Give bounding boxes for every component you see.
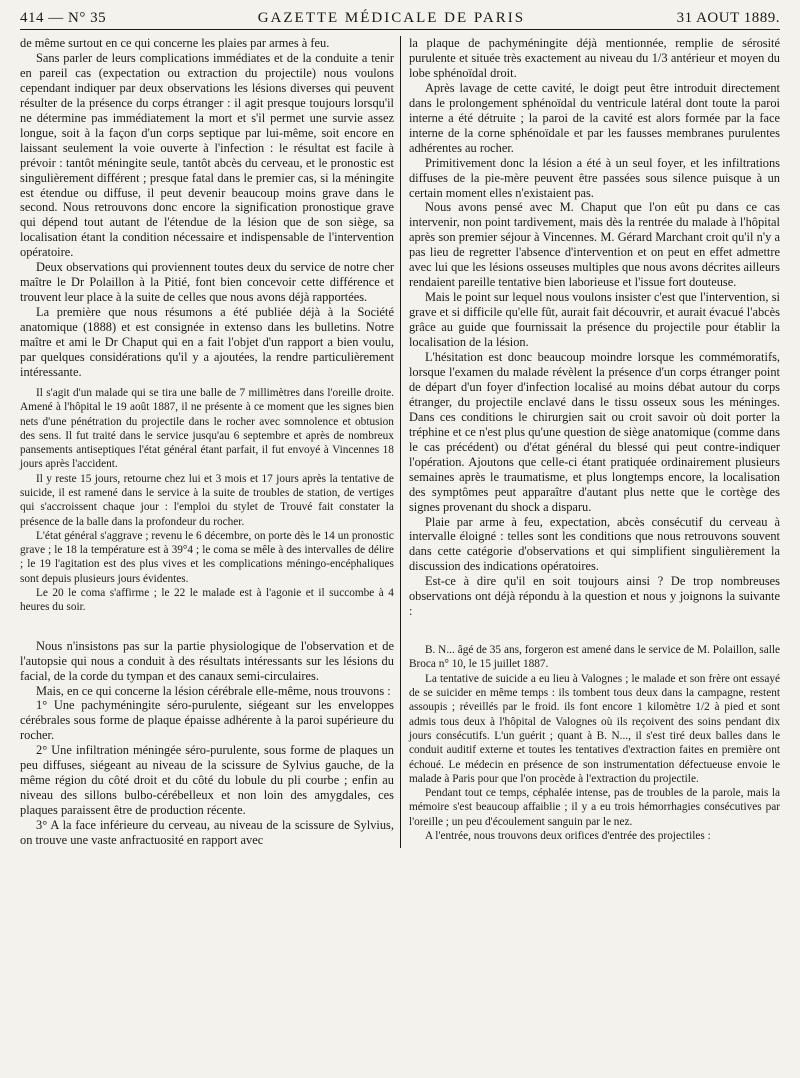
paragraph: Nous n'insistons pas sur la partie physiologique de l'observation et de l'autopsie qui nous a conduit à des résultats intéressants sur les lésions du facial, de la corde du tympan et des canaux semi-circulaires. [20, 638, 394, 683]
page-number: 414 — N° 35 [20, 10, 107, 26]
paragraph: Mais, en ce qui concerne la lésion cérébrale elle-même, nous trouvons : [36, 683, 391, 698]
left-column [20, 36, 400, 848]
paragraph: Mais le point sur lequel nous voulons insister c'est que l'intervention, si grave et si difficile qu'elle fût, aurait fait découvrir, et aurait évacué l'abcès grâce au guide que fournissait la présence du projectile pour établir la localisation de la lésion. [408, 290, 780, 350]
paragraph: de même surtout en ce qui concerne les plaies par armes à feu. [20, 36, 330, 50]
text-columns [20, 36, 780, 848]
journal-title: GAZETTE MÉDICALE DE PARIS [257, 10, 526, 26]
issue-date: 31 AOUT 1889. [676, 10, 780, 26]
paragraph: 1° Une pachyméningite séro-purulente, siégeant sur les enveloppes cérébrales sous forme de plaque épaisse adhérente à la paroi supérieure du rocher. [20, 698, 394, 743]
page-header [20, 10, 780, 30]
paragraph: Il s'agit d'un malade qui se tira une balle de 7 millimètres dans l'oreille droite. Amené à l'hôpital le 19 août 1887, il ne présente à ce moment que les signes bien nets d'une pénétration du projectile dans le rocher avec somnolence et obtusion des sens. Il fut traité dans le service jusqu'au 6 septembre et après de nombreux pansements antiseptiques l'état général étant parfait, il fut envoyé à Vincennes 18 jours après l'accident. [20, 386, 394, 471]
paragraph: Est-ce à dire qu'il en soit toujours ainsi ? De trop nombreuses observations ont déjà répondu à la question et nous y joignons la suivante : [408, 574, 780, 619]
paragraph: Primitivement donc la lésion a été à un seul foyer, et les infiltrations diffuses de la pie-mère peuvent être passées sous silence puisque à un certain moment elles n'existaient pas. [408, 155, 780, 200]
paragraph: 2° Une infiltration méningée séro-purulente, sous forme de plaques un peu diffuses, siégeant au niveau de la scissure de Sylvius gauche, de la même région du côté droit et du côté du lobule du pli courbe ; enfin au niveau des sillons bulbo-cérébelleux et non loin des amygdales, ces plaques paraissent être de production récente. [20, 743, 394, 818]
paragraph: B. N... âgé de 35 ans, forgeron est amené dans le service de M. Polaillon, salle Broca n° 10, le 15 juillet 1887. [408, 644, 780, 671]
paragraph: La tentative de suicide a eu lieu à Valognes ; le malade et son frère ont essayé de se suicider en même temps : ils tombent tous deux dans la campagne, restent assoupis ; réveillés par le froid. ils font encore 1 kilomètre 1/2 à pied et sont admis tous deux à l'hôpital de Valognes où ils reçoivent des soins pendant dix jours consécutifs. L'un guérit ; quant à B. N..., il s'est tiré deux balles dans le conduit auditif externe et toutes les tentatives d'extraction faites en première ont échoué. Le médecin en présence de son instrumentation défectueuse envoie le malade à Paris pour que l'on procède à l'extraction du projectile. [408, 672, 780, 785]
paragraph: Le 20 le coma s'affirme ; le 22 le malade est à l'agonie et il succombe à 4 heures du soir. [20, 587, 394, 614]
paragraph: 3° A la face inférieure du cerveau, au niveau de la scissure de Sylvius, on trouve une vaste anfractuosité en rapport avec [20, 818, 394, 848]
paragraph: Nous avons pensé avec M. Chaput que l'on eût pu dans ce cas intervenir, non point tardivement, mais dès la rentrée du malade à l'hôpital après son premier séjour à Vincennes. M. Gérard Marchant croit qu'il n'y a pas lieu de regretter l'absence d'intervention et on peut en effet admettre avec lui que les lésions osseuses multiples que nous avons décrites ailleurs rendaient pareille tentative bien laborieuse et l'issue fort douteuse. [408, 200, 780, 290]
paragraph: L'hésitation est donc beaucoup moindre lorsque les commémoratifs, lorsque l'examen du malade révèlent la présence d'un corps étranger point de départ d'un foyer d'infection localisé au moins débat autour du corps étranger, du projectile enclavé dans le tissu osseux sous les méninges. Dans ces conditions le chirurgien sait ou croit savoir où doit porter la tréphine et ce n'est plus qu'une question de siège anatomique (comme dans le cas précédent) ou d'état général du blessé qui peut contre-indiquer l'opération. Ajoutons que celle-ci étant pratiquée ordinairement plusieurs semaines après le traumatisme, et plus longtemps encore, la localisation des symptômes peut apparaître d'autant plus nette que le cortège des signes provenant du shock a disparu. [408, 350, 780, 514]
paragraph: La première que nous résumons a été publiée déjà à la Société anatomique (1888) et est consignée in extenso dans les bulletins. Notre maître et ami le Dr Chaput qui en a fait l'objet d'un rapport a bien voulu, par quelques considérations qu'il y a ajoutées, la rendre particulièrement intéressante. [20, 305, 394, 379]
paragraph: Sans parler de leurs complications immédiates et de la conduite a tenir en pareil cas (expectation ou extraction du projectile) nous voulons cependant indiquer par deux observations les lésions diverses qui peuvent résulter de la présence du corps étranger : il agit presque toujours lorsqu'il ne détermine pas immédiatement la mort et s'il permet une survie assez longue, soit à la façon d'un corps septique par lui-même, soit encore en laissant seulement la voie ouverte à l'infection : le résultat est facile à prévoir : tantôt méningite seule, tantôt abcès du cerveau, et le pronostic est singulièrement différent ; presque fatal dans le premier cas, si la méningite est étendue ou diffuse, il peut devenir beaucoup moins grave dans le second. Nous retrouvons donc encore la signification pronostique grave qui dépend tout autant de l'étendue de la lésion que de son siège, sa localisation étant la condition nécessaire et indispensable de l'intervention opératoire. [20, 50, 394, 260]
paragraph: Il y reste 15 jours, retourne chez lui et 3 mois et 17 jours après la tentative de suicide, il est ramené dans le service à la suite de troubles de station, de vertiges qui s'accroissent chaque jour : l'emploi du stylet de Trouvé fait constater la présence de la balle dans la profondeur du rocher. [20, 472, 394, 528]
paragraph: Deux observations qui proviennent toutes deux du service de notre cher maître le Dr Polaillon à la Pitié, font bien concevoir cette différence et trouvent leur place à la suite de celles que nous avons déjà rapportées. [20, 260, 394, 305]
paragraph: la plaque de pachyméningite déjà mentionnée, remplie de sérosité purulente et située très exactement au niveau du 1/3 antérieur et moyen du lobe sphénoïdal droit. [408, 36, 780, 80]
paragraph: Plaie par arme à feu, expectation, abcès consécutif du cerveau à intervalle éloigné : telles sont les conditions que nous retrouvons souvent dans cette catégorie d'observations et qui simplifient singulièrement la discussion des indications opératoires. [408, 514, 780, 574]
paragraph: Pendant tout ce temps, céphalée intense, pas de troubles de la parole, mais la mémoire s'est beaucoup affaiblie ; il y a eu trois hémorrhagies consécutives par l'oreille ; un peu d'écoulement sanguin par le nez. [408, 787, 780, 828]
paragraph: A l'entrée, nous trouvons deux orifices d'entrée des projectiles : [424, 830, 711, 843]
paragraph: Après lavage de cette cavité, le doigt peut être introduit directement dans le prolongement sphénoïdal du ventricule latéral dont toute la paroi interne a été détruite ; la paroi de la cavité est alors formée par la face interne de la corne sphénoïdale et par les fausses membranes purulentes adhérentes au rocher. [408, 80, 780, 155]
paragraph: L'état général s'aggrave ; revenu le 6 décembre, on porte dès le 14 un pronostic grave ; le 18 la température est à 39°4 ; le coma se mêle à des intervalles de délire ; le 19 l'agitation est des plus vives et les complications méningo-encéphaliques sont depuis plusieurs jours évidentes. [20, 529, 394, 585]
right-column [400, 36, 780, 848]
